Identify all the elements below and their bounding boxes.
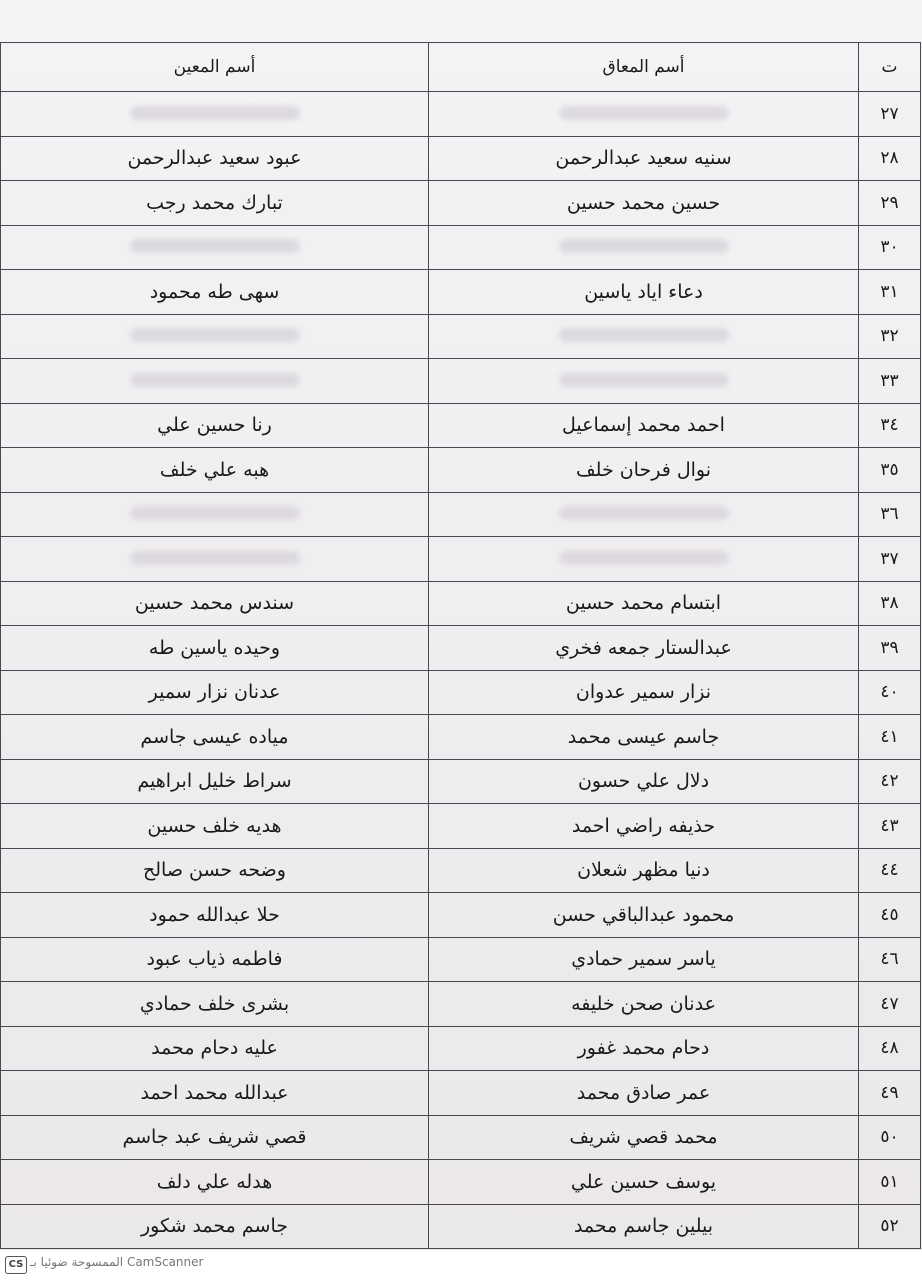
row-number: ٤٤ xyxy=(859,848,921,893)
row-number: ٤٣ xyxy=(859,804,921,849)
redaction-blur xyxy=(130,373,300,387)
disabled-name-cell: حذيفه راضي احمد xyxy=(429,804,859,849)
header-disabled-name: أسم المعاق xyxy=(429,43,859,92)
table-row xyxy=(1,1204,921,1249)
table-row xyxy=(1,1160,921,1205)
helper-name-cell: وحيده ياسين طه xyxy=(1,626,429,671)
disabled-name-cell: نوال فرحان خلف xyxy=(429,448,859,493)
redacted-disabled-name xyxy=(429,492,859,537)
row-number: ٣٩ xyxy=(859,626,921,671)
redacted-disabled-name xyxy=(429,537,859,582)
table-row xyxy=(1,181,921,226)
helper-name-cell: هبه علي خلف xyxy=(1,448,429,493)
helper-name-cell: عبدالله محمد احمد xyxy=(1,1071,429,1116)
redacted-helper-name xyxy=(1,225,429,270)
disabled-name-cell: سنيه سعيد عبدالرحمن xyxy=(429,136,859,181)
helper-name-cell: مياده عيسى جاسم xyxy=(1,715,429,760)
redacted-disabled-name xyxy=(429,359,859,404)
row-number: ٤٦ xyxy=(859,937,921,982)
helper-name-cell: رنا حسين علي xyxy=(1,403,429,448)
table-row xyxy=(1,670,921,715)
redaction-blur xyxy=(559,239,729,253)
table-row xyxy=(1,403,921,448)
table-row xyxy=(1,581,921,626)
table-row xyxy=(1,136,921,181)
table-row xyxy=(1,937,921,982)
disabled-name-cell: نزار سمير عدوان xyxy=(429,670,859,715)
helper-name-cell: حلا عبدالله حمود xyxy=(1,893,429,938)
disabled-name-cell: محمود عبدالباقي حسن xyxy=(429,893,859,938)
disabled-name-cell: دحام محمد غفور xyxy=(429,1026,859,1071)
row-number: ٤٧ xyxy=(859,982,921,1027)
disabled-name-cell: عمر صادق محمد xyxy=(429,1071,859,1116)
redacted-disabled-name xyxy=(429,225,859,270)
redaction-blur xyxy=(559,373,729,387)
row-number: ٣٠ xyxy=(859,225,921,270)
disabled-name-cell: حسين محمد حسين xyxy=(429,181,859,226)
row-number: ٣٤ xyxy=(859,403,921,448)
row-number: ٣٢ xyxy=(859,314,921,359)
helper-name-cell: هدله علي دلف xyxy=(1,1160,429,1205)
table-row xyxy=(1,982,921,1027)
table-row xyxy=(1,893,921,938)
table-row xyxy=(1,314,921,359)
row-number: ٤٨ xyxy=(859,1026,921,1071)
disabled-name-cell: دعاء اياد ياسين xyxy=(429,270,859,315)
table-row xyxy=(1,270,921,315)
table-row xyxy=(1,1026,921,1071)
helper-name-cell: فاطمه ذياب عبود xyxy=(1,937,429,982)
disabled-name-cell: عبدالستار جمعه فخري xyxy=(429,626,859,671)
row-number: ٢٧ xyxy=(859,92,921,137)
scanner-watermark-text: الممسوحة ضوئيا بـ CamScanner xyxy=(30,1255,204,1269)
names-table xyxy=(0,42,921,1249)
table-row xyxy=(1,759,921,804)
table-row xyxy=(1,492,921,537)
row-number: ٤١ xyxy=(859,715,921,760)
redaction-blur xyxy=(130,328,300,342)
table-row xyxy=(1,225,921,270)
row-number: ٣١ xyxy=(859,270,921,315)
redacted-helper-name xyxy=(1,492,429,537)
helper-name-cell: سهى طه محمود xyxy=(1,270,429,315)
redaction-blur xyxy=(559,328,729,342)
disabled-name-cell: دنيا مظهر شعلان xyxy=(429,848,859,893)
redacted-helper-name xyxy=(1,537,429,582)
redaction-blur xyxy=(130,106,300,120)
disabled-name-cell: يوسف حسين علي xyxy=(429,1160,859,1205)
helper-name-cell: عليه دحام محمد xyxy=(1,1026,429,1071)
scanner-footer xyxy=(0,1250,922,1280)
table-row xyxy=(1,359,921,404)
table-row xyxy=(1,1071,921,1116)
disabled-name-cell: محمد قصي شريف xyxy=(429,1115,859,1160)
redaction-blur xyxy=(559,106,729,120)
redacted-helper-name xyxy=(1,92,429,137)
row-number: ٣٣ xyxy=(859,359,921,404)
row-number: ٥٢ xyxy=(859,1204,921,1249)
helper-name-cell: جاسم محمد شكور xyxy=(1,1204,429,1249)
helper-name-cell: قصي شريف عبد جاسم xyxy=(1,1115,429,1160)
redaction-blur xyxy=(130,506,300,520)
redacted-helper-name xyxy=(1,359,429,404)
table-row xyxy=(1,715,921,760)
redaction-blur xyxy=(130,551,300,565)
table-row xyxy=(1,804,921,849)
header-number: ت xyxy=(859,43,921,92)
disabled-name-cell: بيلين جاسم محمد xyxy=(429,1204,859,1249)
header-helper-name: أسم المعين xyxy=(1,43,429,92)
helper-name-cell: سراط خليل ابراهيم xyxy=(1,759,429,804)
row-number: ٤٩ xyxy=(859,1071,921,1116)
row-number: ٢٩ xyxy=(859,181,921,226)
redacted-disabled-name xyxy=(429,92,859,137)
disabled-name-cell: ياسر سمير حمادي xyxy=(429,937,859,982)
helper-name-cell: بشرى خلف حمادي xyxy=(1,982,429,1027)
redaction-blur xyxy=(559,551,729,565)
row-number: ٣٨ xyxy=(859,581,921,626)
table-body xyxy=(1,92,921,1249)
row-number: ٥١ xyxy=(859,1160,921,1205)
row-number: ٤٢ xyxy=(859,759,921,804)
table-header-row xyxy=(1,43,921,92)
disabled-name-cell: جاسم عيسى محمد xyxy=(429,715,859,760)
row-number: ٤٠ xyxy=(859,670,921,715)
redacted-disabled-name xyxy=(429,314,859,359)
table-row xyxy=(1,448,921,493)
table-row xyxy=(1,1115,921,1160)
table-row xyxy=(1,848,921,893)
helper-name-cell: سندس محمد حسين xyxy=(1,581,429,626)
disabled-name-cell: عدنان صحن خليفه xyxy=(429,982,859,1027)
redacted-helper-name xyxy=(1,314,429,359)
row-number: ٣٧ xyxy=(859,537,921,582)
helper-name-cell: هديه خلف حسين xyxy=(1,804,429,849)
helper-name-cell: تبارك محمد رجب xyxy=(1,181,429,226)
helper-name-cell: وضحه حسن صالح xyxy=(1,848,429,893)
row-number: ٤٥ xyxy=(859,893,921,938)
helper-name-cell: عبود سعيد عبدالرحمن xyxy=(1,136,429,181)
redaction-blur xyxy=(559,506,729,520)
table-row xyxy=(1,92,921,137)
table-row xyxy=(1,626,921,671)
disabled-name-cell: احمد محمد إسماعيل xyxy=(429,403,859,448)
row-number: ٣٦ xyxy=(859,492,921,537)
disabled-name-cell: ابتسام محمد حسين xyxy=(429,581,859,626)
helper-name-cell: عدنان نزار سمير xyxy=(1,670,429,715)
camscanner-logo-icon: CS xyxy=(5,1256,27,1274)
disabled-name-cell: دلال علي حسون xyxy=(429,759,859,804)
row-number: ٣٥ xyxy=(859,448,921,493)
table-row xyxy=(1,537,921,582)
row-number: ٥٠ xyxy=(859,1115,921,1160)
redaction-blur xyxy=(130,239,300,253)
row-number: ٢٨ xyxy=(859,136,921,181)
